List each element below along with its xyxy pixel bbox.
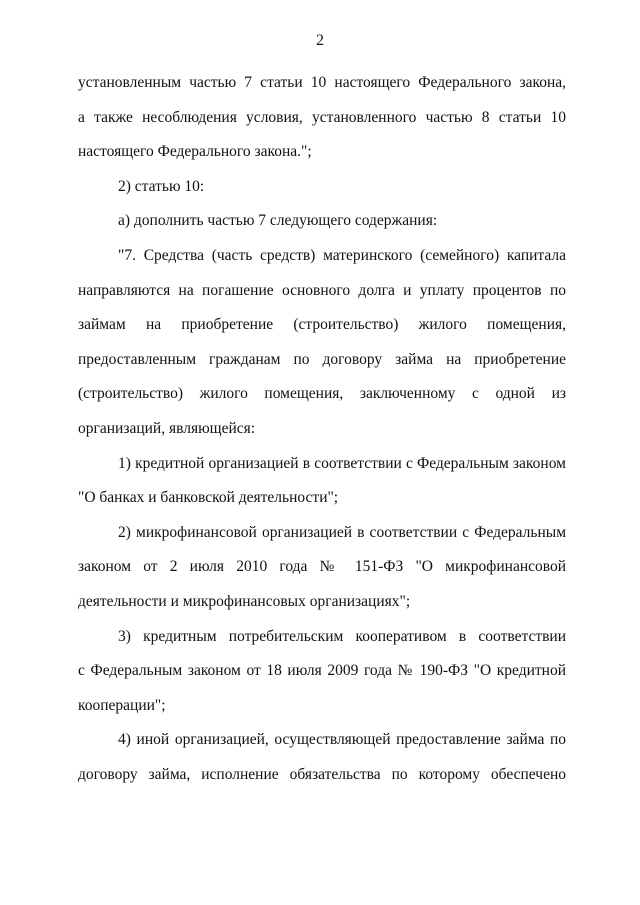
text-line: установленным частью 7 статьи 10 настоящего Федерального закона,: [78, 74, 566, 91]
text-line: займам на приобретение (строительство) жилого помещения,: [78, 316, 566, 334]
text-line: (строительство) жилого помещения, заключенному с одной из: [78, 385, 566, 403]
text-line: деятельности и микрофинансовых организациях";: [78, 592, 411, 610]
text-line: с Федеральным законом от 18 июля 2009 года № 190-ФЗ "О кредитной: [78, 662, 566, 680]
list-item: 2) микрофинансовой организацией в соответствии с Федеральным: [118, 523, 566, 541]
list-item: 1) кредитной организацией в соответствии с Федеральным законом: [118, 454, 566, 472]
page-number: 2: [316, 32, 324, 49]
text-line: законом от 2 июля 2010 года № 151-ФЗ "О микрофинансовой: [78, 558, 566, 576]
list-item-heading: 2) статью 10:: [118, 177, 205, 195]
text-line: направляются на погашение основного долга и уплату процентов по: [78, 281, 566, 299]
list-item: 3) кредитным потребительским кооперативом в соответствии: [118, 627, 566, 645]
list-item-heading: а) дополнить частью 7 следующего содержания:: [118, 212, 438, 230]
text-line: договору займа, исполнение обязательства по которому обеспечено: [78, 765, 566, 783]
text-line: а также несоблюдения условия, установленного частью 8 статьи 10: [78, 108, 566, 126]
document-body: [78, 66, 566, 792]
text-line: настоящего Федерального закона.";: [78, 143, 312, 161]
text-line: "7. Средства (часть средств) материнского (семейного) капитала: [118, 246, 566, 264]
text-line: предоставленным гражданам по договору займа на приобретение: [78, 350, 566, 368]
text-line: "О банках и банковской деятельности";: [78, 489, 339, 507]
text-line: организаций, являющейся:: [78, 419, 256, 437]
text-line: кооперации";: [78, 696, 166, 714]
list-item: 4) иной организацией, осуществляющей предоставление займа по: [118, 731, 566, 749]
